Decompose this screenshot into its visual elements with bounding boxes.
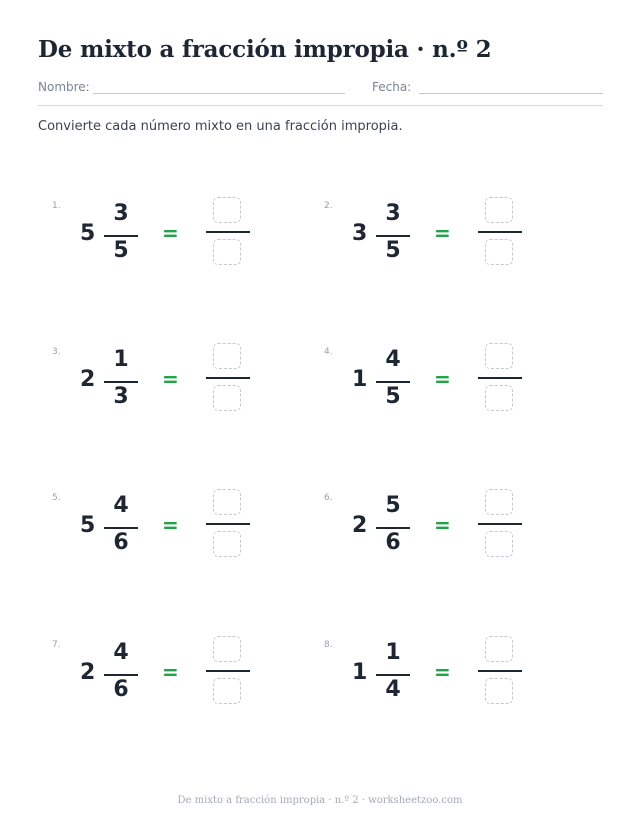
problem-4 — [324, 347, 564, 427]
answer-fraction — [478, 489, 522, 557]
answer-fraction-bar — [206, 670, 250, 672]
answer-denominator-box[interactable] — [213, 531, 241, 557]
problem-number: 4. — [324, 347, 333, 357]
answer-denominator-box[interactable] — [213, 678, 241, 704]
answer-fraction — [478, 343, 522, 411]
fraction — [104, 347, 138, 415]
denominator: 5 — [113, 238, 129, 263]
numerator: 4 — [113, 493, 129, 518]
answer-denominator-box[interactable] — [485, 531, 513, 557]
name-field-line[interactable] — [93, 93, 345, 94]
denominator: 5 — [385, 384, 401, 409]
fraction-bar — [376, 527, 410, 529]
answer-numerator-box[interactable] — [213, 197, 241, 223]
fraction-bar — [104, 235, 138, 237]
whole-number: 3 — [352, 221, 368, 246]
answer-numerator-box[interactable] — [485, 197, 513, 223]
answer-denominator-box[interactable] — [485, 678, 513, 704]
numerator: 1 — [113, 347, 129, 372]
whole-number: 1 — [352, 660, 368, 685]
problem-3 — [52, 347, 292, 427]
problem-number: 7. — [52, 640, 61, 650]
equals-sign: = — [162, 221, 179, 245]
problem-number: 5. — [52, 493, 61, 503]
equals-sign: = — [162, 513, 179, 537]
whole-number: 2 — [80, 367, 96, 392]
answer-fraction-bar — [478, 377, 522, 379]
problem-8 — [324, 640, 564, 720]
answer-numerator-box[interactable] — [485, 343, 513, 369]
numerator: 3 — [113, 201, 129, 226]
page-footer: De mixto a fracción impropia · n.º 2 · worksheetzoo.com — [177, 795, 463, 806]
name-date-row — [38, 80, 603, 100]
date-field-line[interactable] — [419, 93, 603, 94]
denominator: 5 — [385, 238, 401, 263]
equals-sign: = — [162, 367, 179, 391]
equals-sign: = — [434, 513, 451, 537]
fraction — [376, 201, 410, 269]
answer-fraction — [206, 489, 250, 557]
answer-fraction-bar — [206, 231, 250, 233]
denominator: 4 — [385, 677, 401, 702]
equals-sign: = — [162, 660, 179, 684]
fraction-bar — [376, 674, 410, 676]
problem-number: 6. — [324, 493, 333, 503]
problem-number: 1. — [52, 201, 61, 211]
fraction-bar — [104, 527, 138, 529]
header-divider — [38, 105, 603, 106]
fraction-bar — [376, 381, 410, 383]
answer-fraction — [206, 197, 250, 265]
page-title: De mixto a fracción impropia · n.º 2 — [38, 36, 492, 63]
date-label: Fecha: — [372, 80, 412, 94]
problem-5 — [52, 493, 292, 573]
problem-number: 2. — [324, 201, 333, 211]
denominator: 6 — [385, 530, 401, 555]
whole-number: 5 — [80, 221, 96, 246]
answer-fraction-bar — [478, 231, 522, 233]
numerator: 4 — [113, 640, 129, 665]
answer-denominator-box[interactable] — [213, 385, 241, 411]
fraction — [376, 347, 410, 415]
answer-fraction-bar — [206, 523, 250, 525]
answer-numerator-box[interactable] — [485, 636, 513, 662]
whole-number: 2 — [352, 513, 368, 538]
problem-6 — [324, 493, 564, 573]
instructions-text: Convierte cada número mixto en una fracción impropia. — [38, 119, 403, 134]
whole-number: 2 — [80, 660, 96, 685]
equals-sign: = — [434, 367, 451, 391]
answer-fraction-bar — [206, 377, 250, 379]
answer-fraction-bar — [478, 523, 522, 525]
denominator: 3 — [113, 384, 129, 409]
problem-number: 3. — [52, 347, 61, 357]
answer-denominator-box[interactable] — [485, 239, 513, 265]
whole-number: 5 — [80, 513, 96, 538]
equals-sign: = — [434, 221, 451, 245]
answer-numerator-box[interactable] — [213, 489, 241, 515]
answer-fraction — [478, 197, 522, 265]
problem-2 — [324, 201, 564, 281]
fraction — [104, 201, 138, 269]
fraction-bar — [104, 381, 138, 383]
answer-fraction — [206, 636, 250, 704]
problem-number: 8. — [324, 640, 333, 650]
name-label: Nombre: — [38, 80, 90, 94]
numerator: 1 — [385, 640, 401, 665]
answer-denominator-box[interactable] — [485, 385, 513, 411]
whole-number: 1 — [352, 367, 368, 392]
denominator: 6 — [113, 530, 129, 555]
answer-fraction — [206, 343, 250, 411]
answer-fraction-bar — [478, 670, 522, 672]
numerator: 4 — [385, 347, 401, 372]
fraction — [376, 640, 410, 708]
answer-denominator-box[interactable] — [213, 239, 241, 265]
problem-7 — [52, 640, 292, 720]
equals-sign: = — [434, 660, 451, 684]
answer-fraction — [478, 636, 522, 704]
answer-numerator-box[interactable] — [485, 489, 513, 515]
fraction-bar — [104, 674, 138, 676]
answer-numerator-box[interactable] — [213, 343, 241, 369]
denominator: 6 — [113, 677, 129, 702]
answer-numerator-box[interactable] — [213, 636, 241, 662]
fraction — [104, 493, 138, 561]
numerator: 5 — [385, 493, 401, 518]
numerator: 3 — [385, 201, 401, 226]
fraction — [376, 493, 410, 561]
problem-1 — [52, 201, 292, 281]
fraction — [104, 640, 138, 708]
fraction-bar — [376, 235, 410, 237]
